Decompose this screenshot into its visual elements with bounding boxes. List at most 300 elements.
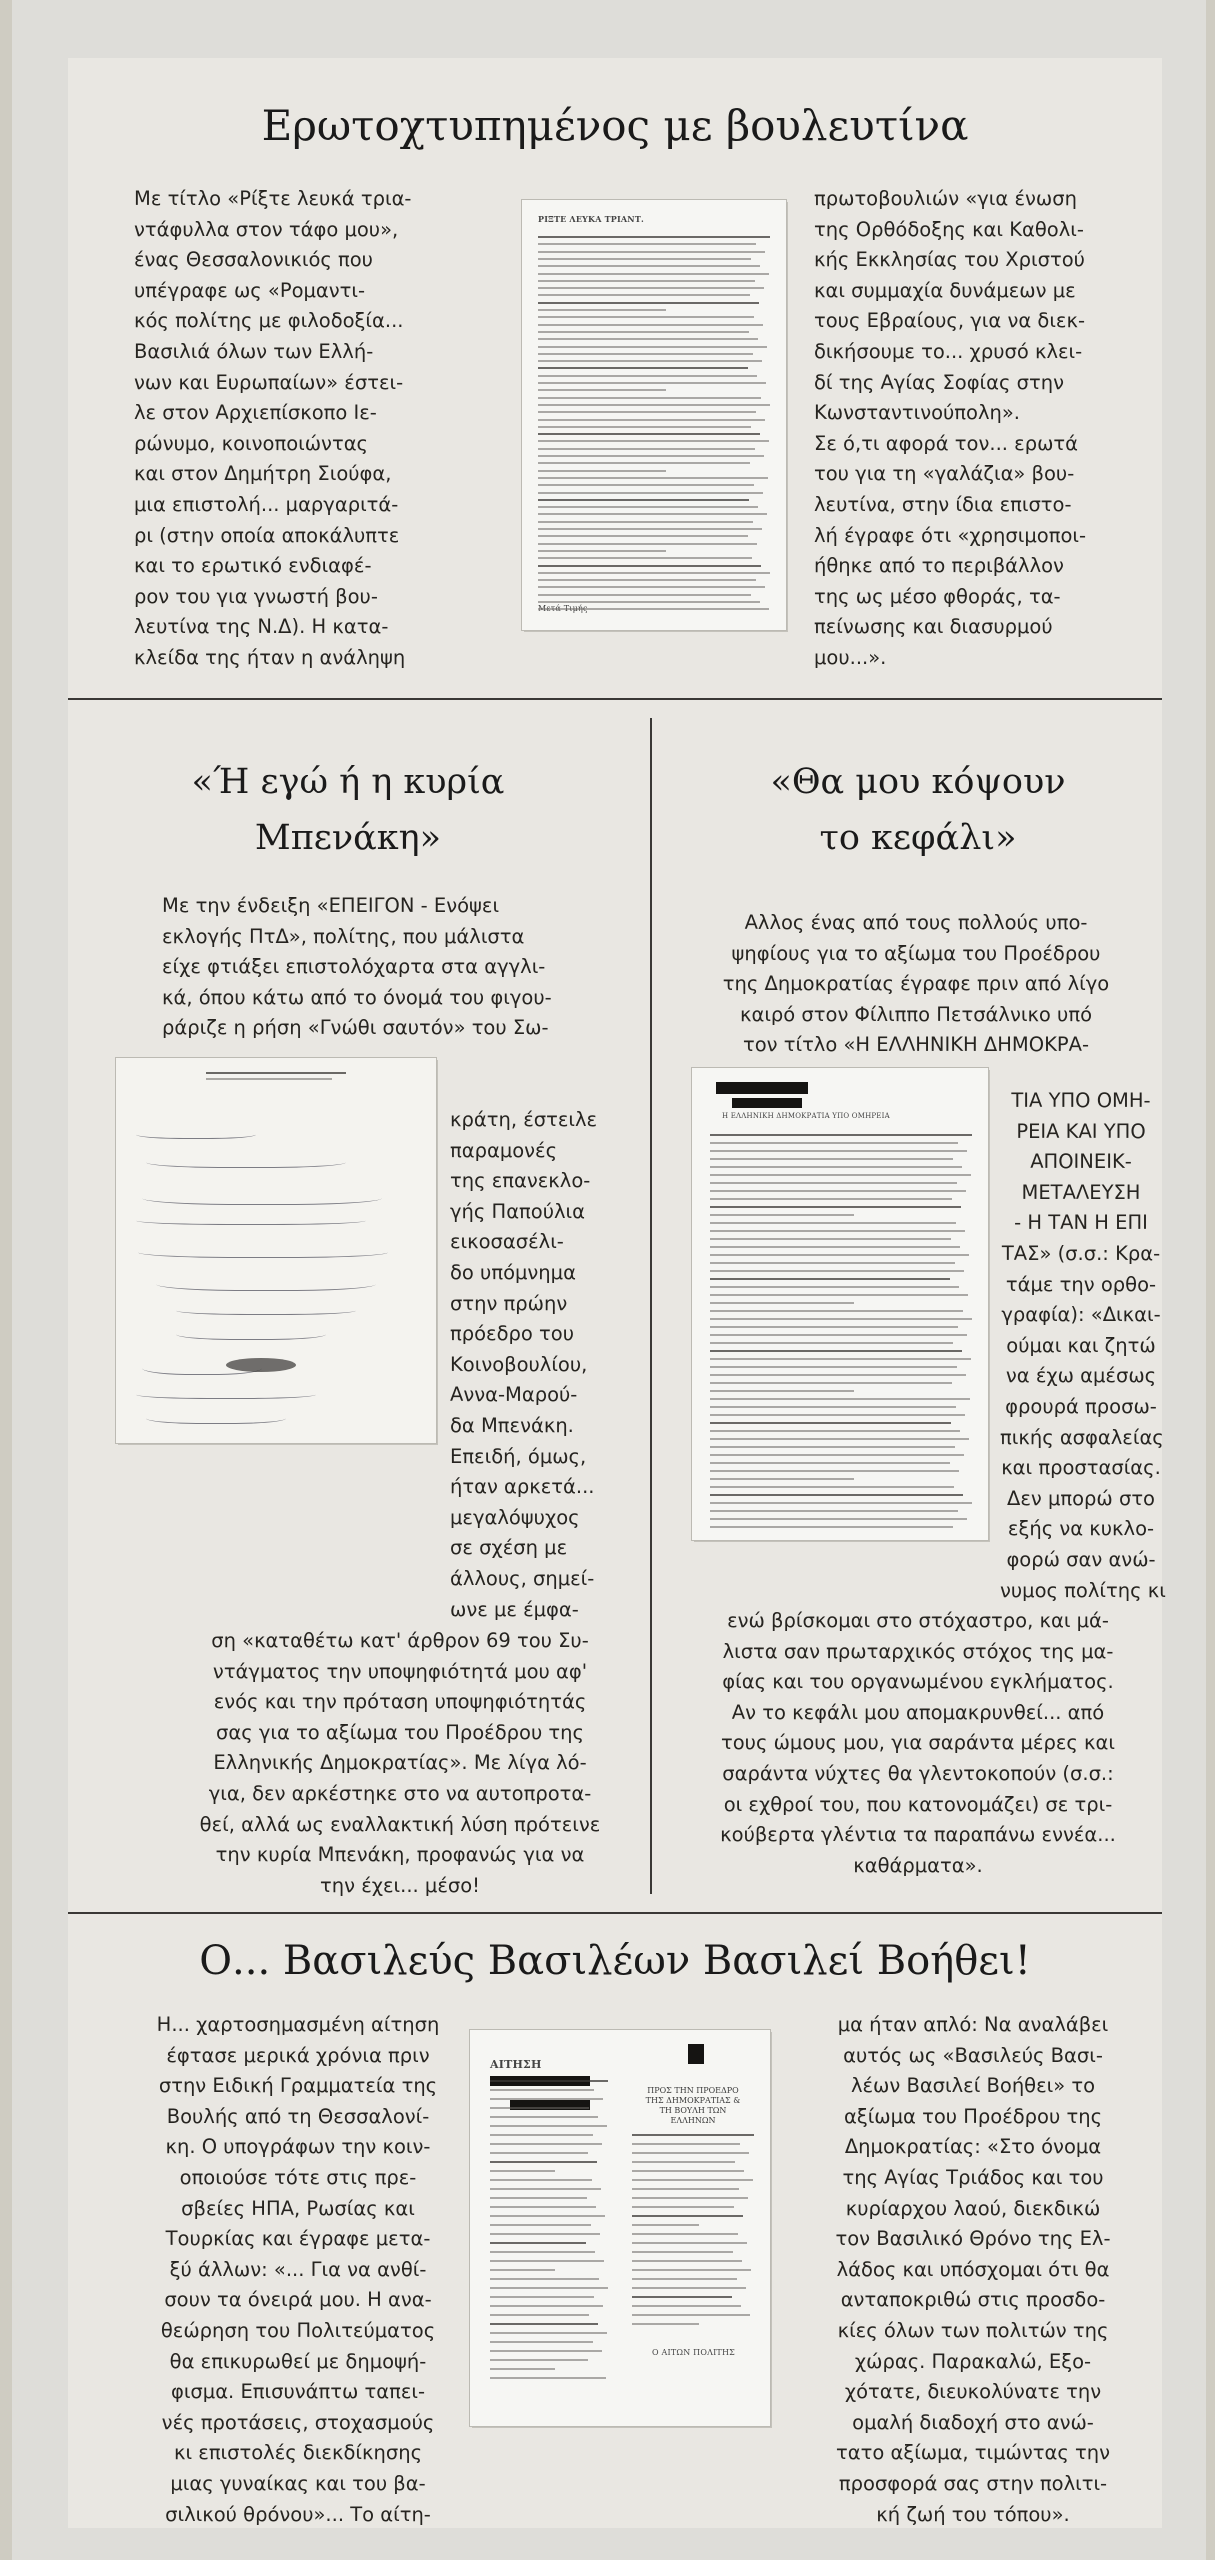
document-text-line bbox=[632, 2170, 744, 2172]
text-line: Η... χαρτοσημασμένη αίτηση bbox=[156, 2013, 440, 2036]
text-line: της Δημοκρατίας έγραφε πριν από λίγο bbox=[722, 972, 1110, 996]
document-text-line bbox=[710, 1246, 960, 1248]
text-line: υπέγραφε ως «Ρομαντι- bbox=[134, 278, 366, 302]
document-text-line bbox=[538, 360, 762, 362]
document-text-line bbox=[710, 1294, 968, 1296]
text-line: Βασιλιά όλων των Ελλή- bbox=[134, 339, 374, 363]
text-line: θεί, αλλά ως εναλλακτική λύση πρότεινε bbox=[199, 1812, 601, 1836]
document-text-line bbox=[710, 1230, 965, 1232]
section3-conclusion bbox=[674, 1606, 1162, 1881]
text-line: ενώ βρίσκομαι στο στόχαστρο, και μά- bbox=[727, 1609, 1109, 1632]
section1-letter-image bbox=[522, 200, 786, 630]
text-line: - Η ΤΑΝ Η ΕΠΙ bbox=[1014, 1211, 1148, 1235]
document-text-line bbox=[490, 2278, 599, 2280]
document-text-line bbox=[710, 1358, 971, 1360]
handwriting-stroke bbox=[156, 1274, 376, 1291]
handwriting-stroke bbox=[136, 1388, 316, 1399]
document-text-line bbox=[538, 528, 762, 530]
text-line: θα επικυρωθεί με δημοψή- bbox=[169, 2349, 427, 2373]
section3-headline-line2: το κεφάλι» bbox=[819, 818, 1017, 858]
text-line: ΑΠΟΙΝΕΙΚ- bbox=[1030, 1150, 1132, 1174]
text-line: θεώρηση του Πολιτεύματος bbox=[160, 2318, 436, 2342]
text-line: για, δεν αρκέστηκε στο να αυτοπροτα- bbox=[208, 1781, 592, 1805]
text-line: ΜΕΤΑΛΕΥΣΗ bbox=[1021, 1180, 1141, 1204]
document-text-line bbox=[710, 1326, 958, 1328]
handwriting-stroke bbox=[138, 1244, 388, 1258]
section4-left-column bbox=[112, 2010, 484, 2530]
text-line: σουν τα όνειρά μου. Η ανα- bbox=[164, 2288, 432, 2312]
text-line: σε σχέση με bbox=[450, 1536, 568, 1560]
text-line: κλείδα της ήταν η ανάληψη bbox=[134, 645, 406, 669]
text-line: τον τίτλο «Η ΕΛΛΗΝΙΚΗ ΔΗΜΟΚΡΑ- bbox=[742, 1033, 1090, 1057]
document-text-line bbox=[490, 2116, 598, 2118]
signature-mark bbox=[226, 1358, 296, 1372]
document-text-line bbox=[490, 2269, 555, 2271]
document-text-line bbox=[710, 1478, 854, 1480]
document-text-line bbox=[490, 2197, 587, 2199]
text-line: έφτασε μερικά χρόνια πριν bbox=[166, 2043, 430, 2067]
document-text-line bbox=[710, 1286, 959, 1288]
document-text-line bbox=[490, 2350, 602, 2352]
section2-side-column bbox=[450, 1105, 630, 1625]
document-text-line bbox=[538, 572, 770, 574]
document-text-line bbox=[538, 309, 666, 311]
text-line: την κυρία Μπενάκη, προφανώς για να bbox=[215, 1843, 585, 1867]
section1-letter-caption: ΡΙΞΤΕ ΛΕΥΚΑ ΤΡΙΑΝΤ. bbox=[538, 214, 644, 224]
text-line: σιλικού θρόνου»... Το αίτη- bbox=[165, 2502, 431, 2526]
text-line: κός πολίτης με φιλοδοξία... bbox=[134, 309, 404, 333]
section4-right-column bbox=[784, 2010, 1162, 2530]
document-text-line bbox=[490, 2359, 588, 2361]
document-text-line bbox=[710, 1350, 962, 1352]
text-line: Αννα-Μαρού- bbox=[450, 1383, 578, 1407]
document-text-line bbox=[710, 1174, 971, 1176]
text-line: της ως μέσο φθοράς, τα- bbox=[814, 584, 1061, 608]
text-line: πικής ασφαλείας bbox=[1000, 1425, 1164, 1449]
document-text-line bbox=[710, 1270, 964, 1272]
text-line: δα Μπενάκη. bbox=[450, 1413, 574, 1437]
section-divider-top bbox=[68, 698, 1162, 700]
text-line: νές προτάσεις, στοχασμούς bbox=[161, 2410, 435, 2434]
document-text-line bbox=[490, 2143, 602, 2145]
document-text-line bbox=[710, 1310, 963, 1312]
document-text-line bbox=[710, 1166, 962, 1168]
document-text-line bbox=[710, 1190, 966, 1192]
text-line: πρόεδρο του bbox=[450, 1322, 574, 1346]
document-text-line bbox=[538, 608, 769, 610]
document-text-line bbox=[710, 1438, 969, 1440]
document-text-line bbox=[538, 440, 769, 442]
document-text-line bbox=[632, 2179, 753, 2181]
document-text-line bbox=[710, 1342, 953, 1344]
document-text-line bbox=[490, 2323, 598, 2325]
document-text-line bbox=[538, 499, 749, 501]
text-line: πρωτοβουλιών «για ένωση bbox=[814, 187, 1077, 210]
section3-headline-line1: «Θα μου κόψουν bbox=[770, 762, 1066, 802]
text-line: αξίωμα του Προέδρου της bbox=[843, 2104, 1103, 2128]
document-text-line bbox=[632, 2188, 739, 2190]
document-text-line bbox=[490, 2368, 555, 2370]
document-text-line bbox=[710, 1446, 955, 1448]
text-line: αυτός ως «Βασιλεύς Βασι- bbox=[843, 2043, 1103, 2067]
document-text-line bbox=[538, 513, 767, 515]
document-text-line bbox=[490, 2089, 594, 2091]
text-line: της Αγίας Τριάδος και του bbox=[842, 2165, 1104, 2189]
handwriting-stroke bbox=[142, 1188, 382, 1205]
document-text-line bbox=[538, 389, 666, 391]
document-text-line bbox=[710, 1382, 952, 1384]
document-text-line bbox=[710, 1430, 960, 1432]
text-line: κίες όλων των πολιτών της bbox=[837, 2318, 1109, 2342]
text-line: τατο αξίωμα, τιμώντας την bbox=[836, 2441, 1110, 2465]
document-text-line bbox=[538, 404, 770, 406]
document-text-line bbox=[710, 1510, 958, 1512]
document-text-line bbox=[632, 2251, 733, 2253]
document-text-line bbox=[710, 1502, 972, 1504]
document-text-line bbox=[632, 2143, 740, 2145]
document-text-line bbox=[632, 2233, 738, 2235]
document-text-line bbox=[490, 2188, 601, 2190]
section4-petition-title: ΑΙΤΗΣΗ bbox=[490, 2058, 542, 2071]
text-line: χότατε, διευκολύνατε την bbox=[844, 2380, 1102, 2404]
document-text-line bbox=[538, 353, 753, 355]
text-line: μεγαλόψυχος bbox=[450, 1505, 580, 1529]
text-line: ρι (στην οποία αποκάλυπτε bbox=[134, 523, 400, 547]
text-line: Δημοκρατίας: «Στο όνομα bbox=[844, 2135, 1102, 2159]
text-line: λε στον Αρχιεπίσκοπο Ιε- bbox=[134, 401, 377, 425]
document-text-line bbox=[710, 1454, 964, 1456]
section3-letter-caption: Η ΕΛΛΗΝΙΚΗ ΔΗΜΟΚΡΑΤΙΑ ΥΠΟ ΟΜΗΡΕΙΑ bbox=[722, 1112, 890, 1120]
text-line: Βουλής από τη Θεσσαλονί- bbox=[166, 2104, 430, 2128]
handwriting-stroke bbox=[146, 1410, 286, 1424]
text-line: οποιούσε τότε στις πρε- bbox=[179, 2165, 417, 2189]
text-line: λάδος και υπόσχομαι ότι θα bbox=[836, 2257, 1110, 2281]
text-line: λή έγραφε ότι «χρησιμοποι- bbox=[814, 523, 1087, 547]
document-text-line bbox=[490, 2314, 589, 2316]
text-line: ΤΙΑ ΥΠΟ ΟΜΗ- bbox=[1011, 1089, 1151, 1112]
section3-intro bbox=[680, 908, 1152, 1061]
text-line: και συμμαχία δυνάμεων με bbox=[814, 278, 1076, 302]
document-text-line bbox=[710, 1142, 958, 1144]
text-line: ΤΗ ΒΟΥΛΗ ΤΩΝ bbox=[659, 2106, 727, 2115]
document-text-line bbox=[632, 2215, 743, 2217]
text-line: λέων Βασιλεί Βοήθει» το bbox=[850, 2074, 1096, 2098]
text-line: εξής να κυκλο- bbox=[1007, 1517, 1155, 1541]
text-line: ντάφυλλα στον τάφο μου», bbox=[134, 217, 399, 241]
text-line: ψηφίους για το αξίωμα του Προέδρου bbox=[731, 941, 1101, 965]
text-line: ΡΕΙΑ ΚΑΙ ΥΠΟ bbox=[1016, 1119, 1146, 1143]
text-line: νυμος πολίτης κι bbox=[1000, 1578, 1166, 1602]
text-line: της επανεκλο- bbox=[450, 1169, 591, 1193]
document-text-line bbox=[538, 565, 761, 567]
section3-letter-image bbox=[692, 1068, 988, 1540]
text-line: κυρίαρχου λαού, διεκδικώ bbox=[845, 2196, 1101, 2220]
document-text-line bbox=[538, 470, 666, 472]
document-text-line bbox=[538, 550, 666, 552]
text-line: κράτη, έστειλε bbox=[450, 1108, 598, 1131]
text-line: οι εχθροί του, που κατονομάζει) σε τρι- bbox=[723, 1792, 1113, 1816]
text-line: δί της Αγίας Σοφίας στην bbox=[814, 370, 1065, 394]
section4-petition-signature: Ο ΑΙΤΩΝ ΠΟΛΙΤΗΣ bbox=[652, 2348, 735, 2357]
text-line: κούβερτα γλέντια τα παραπάνω εννέα... bbox=[720, 1823, 1116, 1847]
document-text-line bbox=[538, 448, 755, 450]
text-line: Τουρκίας και έγραφε μετα- bbox=[165, 2227, 431, 2251]
document-text-line bbox=[538, 294, 750, 296]
document-text-line bbox=[490, 2305, 603, 2307]
text-line: νων και Ευρωπαίων» έστει- bbox=[134, 370, 404, 394]
text-line: τον Βασιλικό Θρόνο της Ελ- bbox=[835, 2227, 1111, 2251]
document-text-line bbox=[538, 411, 756, 413]
document-text-line bbox=[538, 375, 757, 377]
document-text-line bbox=[490, 2251, 595, 2253]
document-text-line bbox=[206, 1078, 332, 1080]
text-line: μια επιστολή... μαργαριτά- bbox=[134, 492, 399, 516]
document-text-line bbox=[710, 1526, 953, 1528]
document-text-line bbox=[710, 1222, 956, 1224]
document-text-line bbox=[490, 2224, 591, 2226]
document-text-line bbox=[490, 2242, 586, 2244]
document-text-line bbox=[710, 1182, 957, 1184]
document-text-line bbox=[490, 2134, 593, 2136]
document-text-line bbox=[710, 1150, 967, 1152]
text-line: χώρας. Παρακαλώ, Εξο- bbox=[854, 2349, 1092, 2373]
document-text-line bbox=[538, 462, 750, 464]
document-text-line bbox=[538, 397, 761, 399]
text-line: λιστα σαν πρωταρχικός στόχος της μα- bbox=[722, 1639, 1114, 1663]
document-text-line bbox=[490, 2215, 605, 2217]
document-text-line bbox=[538, 419, 765, 421]
text-line: φίας και του οργανωμένου εγκλήματος. bbox=[722, 1670, 1114, 1694]
document-text-line bbox=[538, 346, 767, 348]
text-line: εικοσασέλι- bbox=[450, 1230, 564, 1254]
document-text-line bbox=[710, 1374, 966, 1376]
text-line: κή ζωή του τόπου». bbox=[876, 2502, 1070, 2526]
text-line: ομαλή διαδοχή στο ανώ- bbox=[852, 2410, 1094, 2434]
document-text-line bbox=[710, 1398, 970, 1400]
document-text-line bbox=[538, 543, 757, 545]
document-text-line bbox=[538, 426, 751, 428]
document-text-line bbox=[538, 331, 749, 333]
text-line: σας για το αξίωμα του Προέδρου της bbox=[216, 1720, 584, 1744]
section1-right-column bbox=[814, 184, 1162, 674]
document-text-line bbox=[710, 1198, 952, 1200]
section2-letter-image bbox=[116, 1058, 436, 1443]
document-text-line bbox=[538, 302, 759, 304]
section2-headline bbox=[108, 754, 588, 866]
text-line: σβείες ΗΠΑ, Ρωσίας και bbox=[181, 2196, 415, 2220]
document-text-line bbox=[710, 1462, 950, 1464]
text-line: γής Παπούλια bbox=[450, 1199, 586, 1223]
text-line: Ελληνικής Δημοκρατίας». Με λίγα λό- bbox=[213, 1751, 587, 1775]
document-text-line bbox=[538, 316, 754, 318]
document-text-line bbox=[538, 324, 763, 326]
handwriting-stroke bbox=[136, 1128, 256, 1139]
text-line: Επειδή, όμως, bbox=[450, 1444, 587, 1468]
text-line: παραμονές bbox=[450, 1138, 558, 1162]
document-text-line bbox=[490, 2260, 604, 2262]
document-text-line bbox=[538, 382, 766, 384]
text-line: ήταν αρκετά... bbox=[450, 1475, 595, 1499]
section4-headline: Ο... Βασιλεύς Βασιλέων Βασιλεί Βοήθει! bbox=[199, 1938, 1031, 1984]
text-line: Αλλος ένας από τους πολλούς υπο- bbox=[744, 911, 1088, 934]
text-line: ένας Θεσσαλονικιός που bbox=[134, 248, 373, 272]
text-line: λευτίνα, στην ίδια επιστο- bbox=[814, 492, 1072, 516]
document-text-line bbox=[538, 251, 765, 253]
section2-intro bbox=[162, 891, 632, 1044]
section2-headline-line1: «Ή εγώ ή η κυρία bbox=[191, 762, 505, 802]
document-text-line bbox=[710, 1422, 951, 1424]
text-line: Κοινοβουλίου, bbox=[450, 1352, 588, 1376]
document-text-line bbox=[538, 280, 755, 282]
document-text-line bbox=[710, 1390, 854, 1392]
document-text-line bbox=[538, 484, 754, 486]
document-text-line bbox=[632, 2314, 750, 2316]
document-text-line bbox=[632, 2242, 747, 2244]
document-text-line bbox=[538, 338, 758, 340]
document-text-line bbox=[632, 2260, 742, 2262]
text-line: ενός και την πρόταση υποψηφιότητάς bbox=[213, 1690, 587, 1714]
text-line: ΠΡΟΣ ΤΗΝ ΠΡΟΕΔΡΟ bbox=[647, 2086, 739, 2095]
newspaper-page bbox=[12, 0, 1206, 2560]
article-panel bbox=[68, 58, 1166, 2528]
text-line: Με την ένδειξη «ΕΠΕΙΓΟΝ - Ενόψει bbox=[162, 894, 500, 917]
document-text-line bbox=[538, 433, 760, 435]
document-text-line bbox=[710, 1318, 972, 1320]
document-text-line bbox=[632, 2197, 748, 2199]
text-line: μα ήταν απλό: Να αναλάβει bbox=[837, 2013, 1109, 2036]
text-line: καθάρματα». bbox=[853, 1853, 983, 1877]
section3-headline bbox=[668, 754, 1168, 866]
text-line: ΤΑΣ» (σ.σ.: Κρα- bbox=[1001, 1241, 1161, 1265]
document-text-line bbox=[490, 2341, 593, 2343]
section3-side-column bbox=[1000, 1086, 1166, 1606]
text-line: στην πρώην bbox=[450, 1291, 568, 1315]
document-text-line bbox=[538, 521, 753, 523]
document-text-line bbox=[710, 1134, 972, 1136]
document-text-line bbox=[490, 2098, 603, 2100]
text-line: ΕΛΛΗΝΩΝ bbox=[670, 2116, 716, 2125]
text-line: κι επιστολές διεκδίκησης bbox=[173, 2441, 423, 2465]
document-text-line bbox=[632, 2296, 732, 2298]
text-line: μου...». bbox=[814, 645, 887, 669]
document-text-line bbox=[632, 2206, 734, 2208]
document-text-line bbox=[490, 2170, 555, 2172]
text-line: κής Εκκλησίας του Χριστού bbox=[814, 248, 1085, 272]
document-text-line bbox=[538, 557, 752, 559]
section1-left-column bbox=[134, 184, 494, 674]
document-text-line bbox=[632, 2134, 754, 2136]
text-line: ράριζε η ρήση «Γνώθι σαυτόν» του Σω- bbox=[162, 1016, 549, 1040]
document-text-line bbox=[538, 579, 756, 581]
document-text-line bbox=[710, 1238, 951, 1240]
text-line: ανταποκριθώ στις προσδο- bbox=[840, 2288, 1106, 2312]
document-text-line bbox=[490, 2206, 596, 2208]
redaction-bar bbox=[716, 1082, 808, 1094]
section4-petition-addressee bbox=[632, 2086, 754, 2126]
text-line: και το ερωτικό ενδιαφέ- bbox=[134, 554, 372, 578]
document-text-line bbox=[710, 1254, 969, 1256]
handwriting-stroke bbox=[176, 1326, 326, 1340]
text-line: λευτίνα της Ν.Δ). Η κατα- bbox=[134, 615, 389, 639]
text-line: τους ώμους μου, για σαράντα μέρες και bbox=[721, 1731, 1115, 1755]
text-line: πείνωσης και διασυρμού bbox=[814, 615, 1053, 639]
text-line: ξύ άλλων: «... Για να ανθί- bbox=[169, 2257, 427, 2281]
crest-mark bbox=[688, 2044, 704, 2064]
text-line: ωνε με έμφα- bbox=[450, 1597, 579, 1621]
document-text-line bbox=[632, 2269, 751, 2271]
document-text-line bbox=[710, 1302, 854, 1304]
document-text-line bbox=[490, 2296, 594, 2298]
handwriting-stroke bbox=[176, 1304, 356, 1315]
document-text-line bbox=[710, 1214, 854, 1216]
text-line: ρώνυμο, κοινοποιώντας bbox=[134, 431, 368, 455]
document-text-line bbox=[632, 2278, 737, 2280]
document-text-line bbox=[632, 2323, 699, 2325]
document-text-line bbox=[538, 265, 760, 267]
redaction-bar bbox=[732, 1098, 802, 1108]
text-line: καιρό στον Φίλιππο Πετσάλνικο υπό bbox=[739, 1002, 1093, 1026]
text-line: γραφία): «Δικαι- bbox=[1001, 1303, 1161, 1327]
section2-headline-line2: Μπενάκη» bbox=[254, 818, 442, 858]
document-text-line bbox=[538, 535, 748, 537]
text-line: Δεν μπορώ στο bbox=[1007, 1486, 1155, 1510]
handwriting-stroke bbox=[146, 1154, 346, 1168]
document-text-line bbox=[490, 2161, 597, 2163]
document-text-line bbox=[710, 1414, 965, 1416]
section4-petition-image bbox=[470, 2030, 770, 2426]
text-line: φρουρά προσω- bbox=[1005, 1394, 1157, 1418]
document-text-line bbox=[490, 2332, 607, 2334]
text-line: ήθηκε από το περιβάλλον bbox=[814, 554, 1064, 578]
text-line: ΤΗΣ ΔΗΜΟΚΡΑΤΙΑΣ & bbox=[645, 2096, 741, 2105]
document-text-line bbox=[538, 477, 768, 479]
section1-headline: Ερωτοχτυπημένος με βουλευτίνα bbox=[261, 101, 969, 150]
text-line: κά, όπου κάτω από το όνομά του φιγου- bbox=[162, 985, 552, 1009]
document-text-line bbox=[710, 1262, 955, 1264]
document-text-line bbox=[538, 287, 764, 289]
document-text-line bbox=[710, 1470, 959, 1472]
text-line: εκλογής ΠτΔ», πολίτης, που μάλιστα bbox=[162, 924, 525, 948]
text-line: ρον του για γνωστή βου- bbox=[134, 584, 378, 608]
section-divider-bottom bbox=[68, 1912, 1162, 1914]
text-line: Κωνσταντινούπολη». bbox=[814, 401, 1020, 425]
document-text-line bbox=[490, 2125, 607, 2127]
document-text-line bbox=[632, 2161, 735, 2163]
text-line: και προστασίας. bbox=[1001, 1456, 1161, 1480]
document-text-line bbox=[538, 236, 770, 238]
text-line: σαράντα νύχτες θα γλεντοκοπούν (σ.σ.: bbox=[722, 1761, 1114, 1785]
section2-conclusion bbox=[162, 1626, 638, 1901]
text-line: προσφορά σας στην πολιτι- bbox=[838, 2471, 1108, 2495]
document-text-line bbox=[710, 1406, 956, 1408]
text-line: τους Εβραίους, για να διεκ- bbox=[814, 309, 1085, 333]
document-text-line bbox=[538, 367, 748, 369]
document-text-line bbox=[206, 1072, 346, 1074]
text-line: του για τη «γαλάζια» βου- bbox=[814, 462, 1075, 486]
text-line: Αν το κεφάλι μου απομακρυνθεί... από bbox=[731, 1700, 1105, 1724]
text-line: στην Ειδική Γραμματεία της bbox=[158, 2074, 438, 2098]
document-text-line bbox=[632, 2287, 746, 2289]
document-text-line bbox=[538, 455, 764, 457]
document-text-line bbox=[632, 2305, 741, 2307]
document-text-line bbox=[490, 2179, 592, 2181]
text-line: φισμα. Επισυνάπτω ταπει- bbox=[170, 2380, 426, 2404]
text-line: ντάγματος την υποψηφιότητά μου αφ' bbox=[212, 1659, 588, 1683]
text-line: άλλους, σημεί- bbox=[450, 1566, 595, 1590]
document-text-line bbox=[490, 2152, 588, 2154]
document-text-line bbox=[490, 2377, 606, 2379]
document-text-line bbox=[490, 2080, 608, 2082]
